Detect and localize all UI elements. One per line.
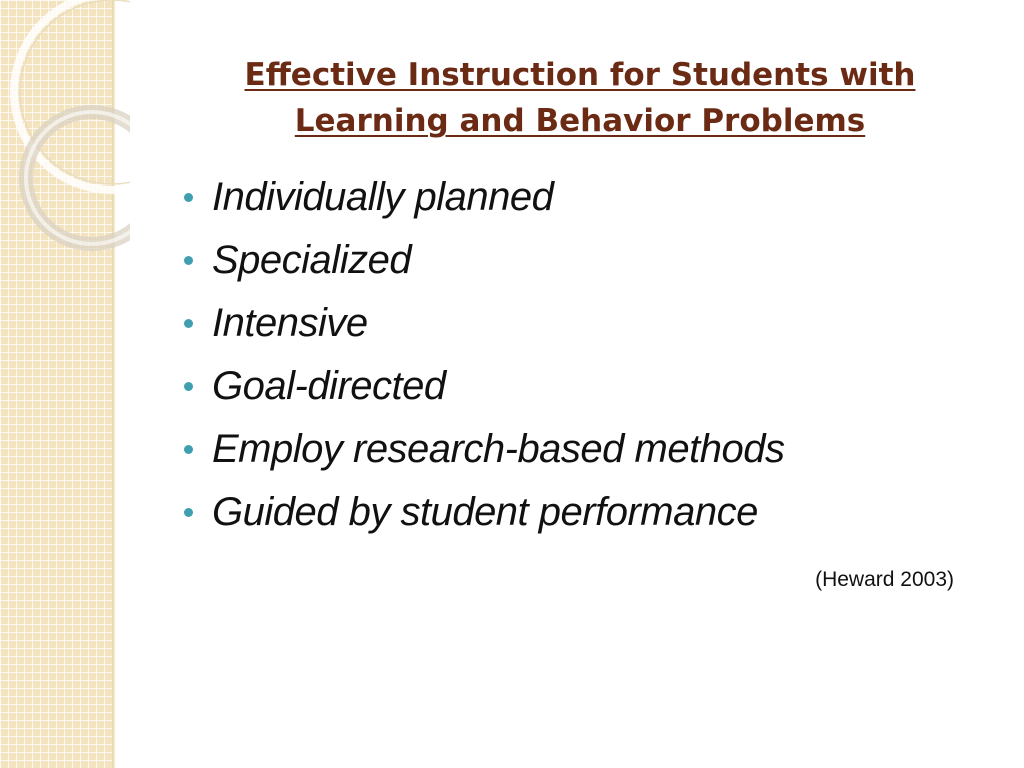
list-item	[184, 229, 784, 292]
slide-title	[150, 52, 1010, 144]
bullet-dot-icon	[184, 508, 193, 517]
bullet-dot-icon	[184, 382, 193, 391]
list-item	[184, 418, 784, 481]
bullet-dot-icon	[184, 319, 193, 328]
list-item	[184, 355, 784, 418]
list-item	[184, 166, 784, 229]
bullet-text: Specialized	[212, 238, 412, 282]
decorative-rings-icon	[0, 0, 130, 260]
list-item	[184, 481, 784, 544]
bullet-text: Guided by student performance	[212, 490, 758, 534]
bullet-dot-icon	[184, 193, 193, 202]
bullet-dot-icon	[184, 445, 193, 454]
list-item	[184, 292, 784, 355]
bullet-dot-icon	[184, 256, 193, 265]
title-line-1: Effective Instruction for Students with	[244, 57, 916, 93]
title-line-2: Learning and Behavior Problems	[294, 103, 866, 139]
bullet-text: Employ research-based methods	[212, 427, 785, 471]
bullet-text: Intensive	[212, 301, 368, 345]
bullet-list	[184, 166, 784, 544]
bullet-text: Goal-directed	[212, 364, 446, 408]
citation: (Heward 2003)	[815, 568, 954, 591]
bullet-text: Individually planned	[212, 175, 554, 219]
